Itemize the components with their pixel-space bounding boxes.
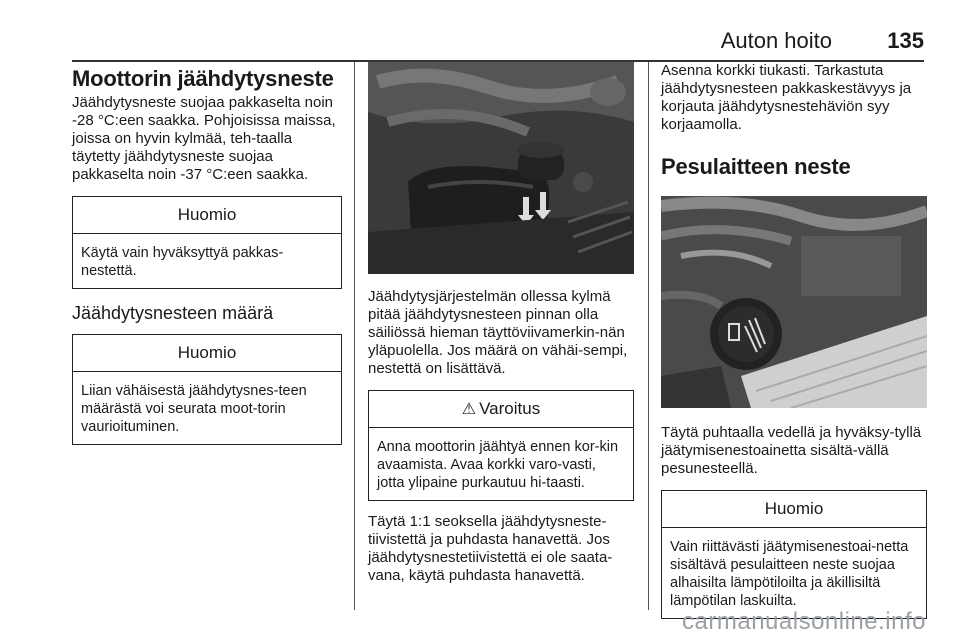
warning-box	[368, 390, 634, 501]
note-heading: Huomio	[73, 197, 341, 234]
coolant-reservoir-photo	[368, 62, 634, 274]
body-paragraph: Täytä 1:1 seoksella jäähdytysneste-tiivistettä ja puhdasta hanavettä. Jos jäähdytysnestetiivistettä ei ole saata-vana, käytä puhdasta hanavettä.	[368, 513, 613, 584]
warning-triangle-icon: ⚠	[461, 401, 477, 418]
section-title: Auton hoito	[720, 28, 832, 53]
intro-paragraph: Jäähdytysneste suojaa pakkaselta noin -28 °C:een saakka. Pohjoisissa maissa, joissa on hyvin kylmää, teh-taalla täytetty jäähdytysneste suojaa pakkaselta noin -37 °C:een saakka.	[72, 94, 336, 183]
note-heading: Huomio	[662, 491, 926, 528]
column-divider	[648, 62, 649, 610]
column-2	[368, 62, 634, 585]
subsection-heading: Jäähdytysnesteen määrä	[72, 303, 274, 323]
note-box	[72, 334, 342, 445]
column-1	[72, 62, 342, 445]
section-heading: Pesulaitteen neste	[661, 154, 851, 179]
note-heading: Huomio	[73, 335, 341, 372]
washer-fluid-photo	[661, 196, 927, 408]
watermark: carmanualsonline.info	[682, 608, 926, 635]
section-heading: Moottorin jäähdytysneste	[72, 66, 334, 91]
note-box	[661, 490, 927, 619]
note-box	[72, 196, 342, 289]
column-divider	[354, 62, 355, 610]
page-header	[72, 20, 924, 62]
note-body: Vain riittävästi jäätymisenestoai-netta sisältävä pesulaitteen neste suojaa alhaisilta lämpötiloilta ja äkillisiltä lämpötilan laskuilta.	[670, 539, 909, 609]
warning-heading	[369, 391, 633, 428]
body-paragraph: Jäähdytysjärjestelmän ollessa kylmä pitää jäähdytysnesteen pinnan olla säiliössä hieman täyttöviivamerkin-nän yläpuolella. Jos määrä on vähäi-sempi, nestettä on lisättävä.	[368, 288, 628, 377]
note-body: Käytä vain hyväksyttyä pakkas-nestettä.	[81, 245, 284, 279]
body-paragraph: Täytä puhtaalla vedellä ja hyväksy-tyllä jäätymisenestoainetta sisältä-vällä pesunesteellä.	[661, 424, 922, 477]
warning-body: Anna moottorin jäähtyä ennen kor-kin avaamista. Avaa korkki varo-vasti, jotta ylipaine purkautuu hi-taasti.	[377, 439, 619, 491]
body-paragraph: Asenna korkki tiukasti. Tarkastuta jäähdytysnesteen pakkaskestävyys ja korjauta jäähdytysnestehäviön syy korjaamolla.	[661, 62, 912, 133]
warning-heading-text: Varoitus	[479, 399, 541, 418]
page-number: 135	[887, 28, 924, 53]
column-3	[661, 62, 927, 619]
note-body: Liian vähäisestä jäähdytysnes-teen määrästä voi seurata moot-torin vaurioituminen.	[81, 383, 307, 435]
